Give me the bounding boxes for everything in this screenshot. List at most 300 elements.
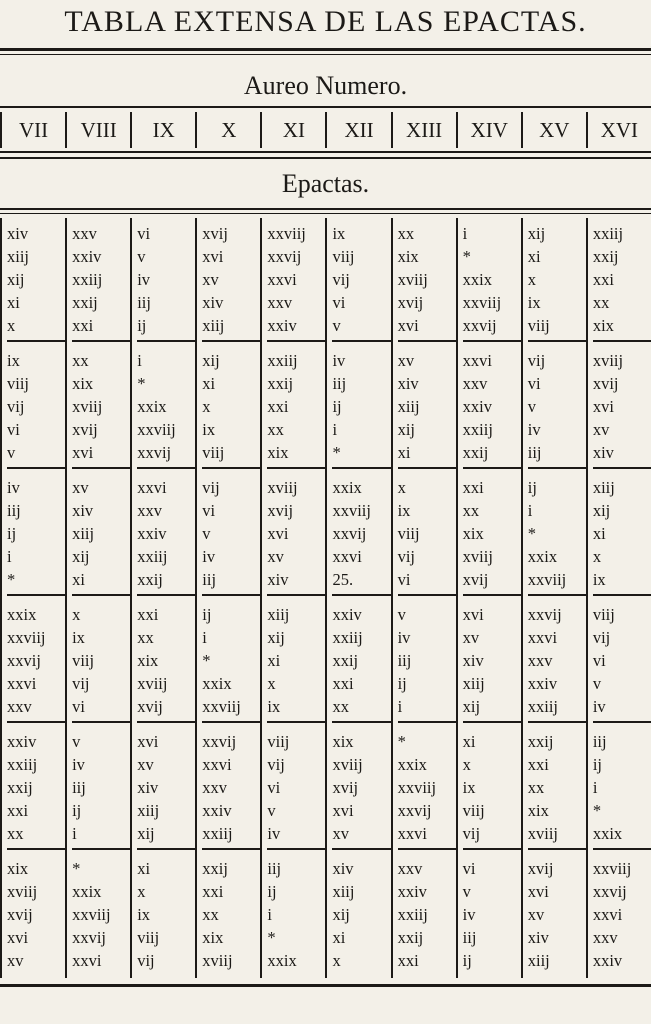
epact-value: xxiij — [72, 270, 103, 289]
epact-value: xix — [397, 247, 419, 266]
epact-value: xiv — [267, 570, 289, 589]
epact-value: v — [202, 524, 211, 543]
epact-value: xxij — [332, 651, 359, 670]
epact-value: xviij — [592, 351, 624, 370]
epact-value: ix — [592, 570, 606, 589]
epact-value: vij — [397, 547, 415, 566]
epact-value: xxix — [202, 674, 232, 693]
epact-value: xiij — [592, 478, 615, 497]
epact-block — [137, 472, 195, 596]
epact-value: * — [202, 651, 211, 670]
epact-value: xxij — [527, 732, 554, 751]
epact-block — [332, 472, 390, 596]
epact-value: i — [202, 628, 207, 647]
epact-value: xviij — [397, 270, 428, 289]
epact-value: ij — [7, 524, 17, 543]
epact-value: vij — [72, 674, 90, 693]
epact-block — [398, 726, 456, 850]
epact-value: xxiv — [267, 316, 297, 335]
epact-value: xxiv — [397, 882, 427, 901]
epact-value: iv — [592, 697, 606, 716]
epact-value: ij — [267, 882, 277, 901]
epact-column — [586, 218, 651, 978]
epact-value: xxij — [267, 374, 294, 393]
epact-value: iij — [267, 859, 282, 878]
epact-value: viij — [7, 374, 30, 393]
epact-value: xij — [462, 697, 481, 716]
epact-value: xvi — [72, 443, 94, 462]
epact-value: xvi — [592, 397, 614, 416]
epact-value: xxiij — [592, 224, 624, 243]
epact-value: i — [72, 824, 77, 843]
epact-value: xxiij — [462, 420, 493, 439]
epact-value: xxiij — [7, 755, 38, 774]
epact-value: xxv — [527, 651, 553, 670]
epact-block — [332, 853, 390, 977]
epact-value: iij — [462, 928, 477, 947]
epact-value: xix — [202, 928, 224, 947]
epact-value: vi — [462, 859, 476, 878]
title-rule-thin — [0, 54, 651, 55]
epact-column — [456, 218, 521, 978]
epact-value: xx — [527, 778, 545, 797]
epact-value: xxij — [202, 859, 228, 878]
epact-value: xvi — [332, 801, 354, 820]
epact-block — [267, 472, 325, 596]
aureo-number-cell: VIII — [65, 112, 130, 148]
epact-value: xiv — [332, 859, 354, 878]
epact-value: xxviij — [7, 628, 46, 647]
epact-value: iv — [202, 547, 216, 566]
epact-value: xviij — [267, 478, 298, 497]
epact-block — [7, 726, 65, 850]
epact-value: xvij — [592, 374, 619, 393]
epact-value: x — [267, 674, 276, 693]
aureo-number-cell: XIV — [456, 112, 521, 148]
epact-value: viij — [527, 316, 550, 335]
epact-value: xij — [7, 270, 25, 289]
epact-block — [528, 726, 586, 850]
epact-value: xxvi — [332, 547, 362, 566]
epact-value: xxviij — [137, 420, 176, 439]
epact-value: xiij — [7, 247, 30, 266]
epact-value: * — [397, 732, 406, 751]
epact-value: * — [137, 374, 146, 393]
epact-value: xiij — [527, 951, 550, 970]
epact-value: xix — [462, 524, 484, 543]
epact-value: iij — [137, 293, 151, 312]
epact-column — [195, 218, 260, 978]
epact-value: vi — [202, 501, 216, 520]
epact-value: xxv — [137, 501, 162, 520]
epact-block — [72, 345, 130, 469]
epact-value: xx — [462, 501, 480, 520]
epact-value: ij — [592, 755, 603, 774]
epact-block — [202, 599, 260, 723]
aureo-number-cell: IX — [130, 112, 195, 148]
epact-value: xiv — [137, 778, 159, 797]
epact-block — [332, 726, 390, 850]
epact-value: xxvi — [267, 270, 297, 289]
epact-value: xi — [397, 443, 411, 462]
epact-value: xiv — [397, 374, 419, 393]
aureo-rule-top — [0, 106, 651, 108]
epact-value: xxvi — [527, 628, 558, 647]
epact-value: xxi — [592, 270, 614, 289]
epact-value: xvi — [7, 928, 29, 947]
epact-value: xxvij — [72, 928, 107, 947]
epact-value: iij — [72, 778, 86, 797]
epact-value: xij — [267, 628, 285, 647]
epact-value: xi — [527, 247, 541, 266]
epact-value: v — [7, 443, 16, 462]
epact-block — [202, 853, 260, 977]
epact-block — [332, 599, 390, 723]
epact-value: xxvi — [462, 351, 492, 370]
epact-value: xv — [7, 951, 24, 970]
epact-block — [72, 853, 130, 977]
epact-value: xxi — [462, 478, 484, 497]
epact-value: 25. — [332, 570, 354, 589]
epact-value: xxix — [462, 270, 492, 289]
epact-value: xxi — [137, 605, 159, 624]
epact-value: iij — [592, 732, 607, 751]
epact-value: vij — [592, 628, 611, 647]
epact-value: xvij — [267, 501, 294, 520]
epact-value: xviij — [462, 547, 493, 566]
epact-block — [202, 345, 260, 469]
epact-value: iij — [202, 570, 217, 589]
epact-value: xxiv — [202, 801, 232, 820]
epact-value: * — [267, 928, 276, 947]
epact-value: xi — [137, 859, 151, 878]
epact-value: ij — [72, 801, 82, 820]
epact-value: xxix — [267, 951, 297, 970]
epact-value: xviij — [7, 882, 38, 901]
epact-value: xxi — [397, 951, 419, 970]
epact-block — [398, 599, 456, 723]
epact-value: v — [72, 732, 81, 751]
epact-value: i — [397, 697, 403, 716]
epact-value: xiv — [202, 293, 224, 312]
epact-value: xvi — [202, 247, 224, 266]
epact-value: i — [137, 351, 142, 370]
page-title: TABLA EXTENSA DE LAS EPACTAS. — [64, 5, 587, 38]
epact-value: vij — [267, 755, 285, 774]
epact-value: vij — [332, 270, 350, 289]
epact-value: v — [527, 397, 536, 416]
epact-block — [137, 218, 195, 342]
epact-value: ix — [7, 351, 20, 370]
epact-block — [202, 218, 260, 342]
epact-value: xxviij — [267, 224, 306, 243]
epact-value: xxvij — [267, 247, 302, 266]
epact-value: * — [7, 570, 16, 589]
epact-value: xvij — [137, 697, 163, 716]
epact-value: v — [592, 674, 602, 693]
epact-block — [528, 853, 586, 977]
epact-value: xxix — [592, 824, 623, 843]
epact-value: xiv — [592, 443, 614, 462]
epact-value: xxv — [267, 293, 293, 312]
epact-value: xxij — [7, 778, 33, 797]
epact-block — [528, 345, 586, 469]
epact-value: xxv — [397, 859, 423, 878]
epact-block — [593, 853, 651, 977]
epact-column — [130, 218, 195, 978]
epact-value: xxv — [202, 778, 228, 797]
epact-value: * — [72, 859, 81, 878]
epact-value: viij — [72, 651, 95, 670]
epact-value: xi — [332, 928, 346, 947]
epact-value: iv — [462, 905, 476, 924]
epact-value: xi — [592, 524, 606, 543]
aureo-number-cell: VII — [0, 112, 65, 148]
epact-value: xxvi — [202, 755, 232, 774]
epact-value: * — [462, 247, 471, 266]
epact-block — [593, 726, 651, 850]
epact-value: xxix — [332, 478, 362, 497]
epact-value: xv — [137, 755, 154, 774]
epact-value: iv — [527, 420, 541, 439]
epact-value: vi — [7, 420, 20, 439]
epact-block — [398, 345, 456, 469]
epact-value: vi — [267, 778, 281, 797]
epact-value: xix — [527, 801, 549, 820]
aureo-heading: Aureo Numero. — [243, 71, 408, 100]
epact-value: vij — [202, 478, 220, 497]
epact-value: xxi — [7, 801, 29, 820]
epact-value: ix — [397, 501, 411, 520]
epact-value: xxvi — [397, 824, 427, 843]
epact-value: xiij — [202, 316, 225, 335]
epact-value: xxviij — [462, 293, 502, 312]
epact-block — [593, 218, 651, 342]
epact-value: xviij — [137, 674, 168, 693]
epact-block — [7, 853, 65, 977]
aureo-number-row — [0, 112, 651, 148]
epact-value: xiv — [7, 224, 29, 243]
epact-value: x — [332, 951, 341, 970]
epact-value: xxvij — [397, 801, 432, 820]
epact-value: x — [202, 397, 211, 416]
epact-value: xxiij — [267, 351, 298, 370]
epact-value: viij — [137, 928, 160, 947]
epact-value: xxviij — [72, 905, 111, 924]
epact-value: viij — [332, 247, 355, 266]
epact-value: xxix — [397, 755, 427, 774]
epact-value: xxij — [397, 928, 424, 947]
epact-value: iij — [397, 651, 412, 670]
epact-value: xx — [267, 420, 284, 439]
epact-value: xvij — [527, 859, 554, 878]
epact-column — [0, 218, 65, 978]
epact-value: xij — [592, 501, 611, 520]
epact-value: i — [462, 224, 468, 243]
epact-value: xix — [592, 316, 614, 335]
epact-value: xvij — [7, 905, 33, 924]
epact-value: iij — [332, 374, 347, 393]
aureo-number-cell: X — [195, 112, 260, 148]
epact-value: x — [527, 270, 536, 289]
epact-value: xxiv — [72, 247, 102, 266]
epact-block — [7, 345, 65, 469]
epact-block — [72, 599, 130, 723]
epact-block — [202, 726, 260, 850]
epact-value: i — [7, 547, 12, 566]
epact-value: xx — [397, 224, 415, 243]
epact-value: ij — [397, 674, 407, 693]
epact-value: iv — [332, 351, 346, 370]
epact-value: ix — [137, 905, 151, 924]
epact-block — [7, 218, 65, 342]
epact-value: xxi — [332, 674, 354, 693]
epact-block — [7, 599, 65, 723]
epact-value: xv — [462, 628, 480, 647]
epact-block — [72, 218, 130, 342]
epact-value: v — [267, 801, 276, 820]
epact-value: xvij — [202, 224, 228, 243]
epact-value: iv — [137, 270, 151, 289]
epact-value: xxiv — [592, 951, 623, 970]
epact-value: xij — [72, 547, 90, 566]
epact-value: xij — [527, 224, 546, 243]
epact-value: xviij — [332, 755, 363, 774]
epact-value: x — [462, 755, 471, 774]
epact-value: xxi — [72, 316, 94, 335]
epact-value: xv — [72, 478, 89, 497]
epact-value: xix — [332, 732, 354, 751]
epact-value: vij — [7, 397, 25, 416]
epact-value: vi — [137, 224, 151, 243]
epact-block — [463, 345, 521, 469]
epact-value: xx — [202, 905, 219, 924]
epact-value: x — [592, 547, 602, 566]
epact-value: v — [397, 605, 406, 624]
epact-value: xvi — [397, 316, 419, 335]
epact-table — [0, 218, 651, 978]
epact-value: xx — [72, 351, 89, 370]
epact-value: xxvij — [592, 882, 627, 901]
epact-value: xxiij — [397, 905, 428, 924]
epact-value: xxij — [72, 293, 98, 312]
epact-column — [391, 218, 456, 978]
epact-value: xxiij — [332, 628, 363, 647]
epact-value: xx — [7, 824, 24, 843]
epact-value: viij — [397, 524, 420, 543]
epact-value: ij — [462, 951, 472, 970]
epact-value: xxvi — [72, 951, 102, 970]
epact-value: ix — [462, 778, 476, 797]
epact-value: xi — [202, 374, 216, 393]
epact-column — [325, 218, 390, 978]
epact-value: iv — [7, 478, 20, 497]
epact-value: xv — [397, 351, 415, 370]
epact-block — [463, 599, 521, 723]
epact-value: xx — [332, 697, 349, 716]
epact-value: xiv — [527, 928, 549, 947]
epact-value: xix — [72, 374, 94, 393]
epact-value: vij — [137, 951, 155, 970]
epact-value: * — [592, 801, 602, 820]
epact-column — [260, 218, 325, 978]
epact-block — [137, 726, 195, 850]
aureo-number-cell: XI — [260, 112, 325, 148]
epact-value: xv — [267, 547, 284, 566]
epact-value: xv — [527, 905, 545, 924]
epact-value: xxvij — [332, 524, 367, 543]
epact-value: xv — [202, 270, 219, 289]
epact-value: x — [72, 605, 81, 624]
epact-value: xx — [592, 293, 610, 312]
epact-value: xxvij — [7, 651, 41, 670]
epact-value: vi — [397, 570, 411, 589]
epact-value: xxij — [137, 570, 163, 589]
epact-value: xvij — [397, 293, 424, 312]
epact-value: viij — [202, 443, 225, 462]
epact-block — [137, 599, 195, 723]
epact-value: xvi — [462, 605, 484, 624]
epact-block — [137, 853, 195, 977]
epact-value: xij — [332, 905, 350, 924]
epact-value: xxvij — [527, 605, 562, 624]
epact-value: xxiij — [527, 697, 559, 716]
epact-block — [72, 472, 130, 596]
epact-value: i — [592, 778, 598, 797]
epact-block — [267, 218, 325, 342]
epact-value: xxv — [592, 928, 618, 947]
epactas-heading: Epactas. — [281, 169, 370, 198]
epact-value: vij — [462, 824, 481, 843]
epact-value: xxiv — [7, 732, 37, 751]
epact-column — [521, 218, 586, 978]
epact-block — [593, 472, 651, 596]
epact-value: vi — [72, 697, 85, 716]
epact-block — [332, 218, 390, 342]
epact-block — [267, 599, 325, 723]
aureo-number-cell: XII — [325, 112, 390, 148]
epact-value: x — [7, 316, 16, 335]
epact-value: xxviij — [332, 501, 371, 520]
epact-value: xvij — [462, 570, 489, 589]
epact-value: xi — [462, 732, 476, 751]
epact-value: xi — [72, 570, 85, 589]
epact-value: xxvij — [137, 443, 172, 462]
epact-value: xix — [7, 859, 29, 878]
epact-value: xxvi — [592, 905, 623, 924]
epact-block — [593, 599, 651, 723]
epact-value: xi — [267, 651, 281, 670]
epact-value: iv — [397, 628, 411, 647]
epact-value: xi — [7, 293, 20, 312]
epact-value: xiv — [462, 651, 484, 670]
epact-value: iv — [72, 755, 85, 774]
epact-value: xxv — [72, 224, 97, 243]
epact-value: ij — [332, 397, 342, 416]
epact-value: xvi — [137, 732, 159, 751]
epact-value: xiij — [72, 524, 95, 543]
epact-value: xxiv — [137, 524, 167, 543]
epact-value: xxviij — [202, 697, 241, 716]
aureo-rule-bottom-2 — [0, 157, 651, 159]
epact-value: xvij — [332, 778, 359, 797]
epact-value: ix — [267, 697, 281, 716]
epact-value: v — [332, 316, 341, 335]
epact-value: xxiv — [462, 397, 492, 416]
epact-value: xxix — [527, 547, 558, 566]
epact-value: xxix — [72, 882, 102, 901]
epactas-rule-2 — [0, 213, 651, 214]
